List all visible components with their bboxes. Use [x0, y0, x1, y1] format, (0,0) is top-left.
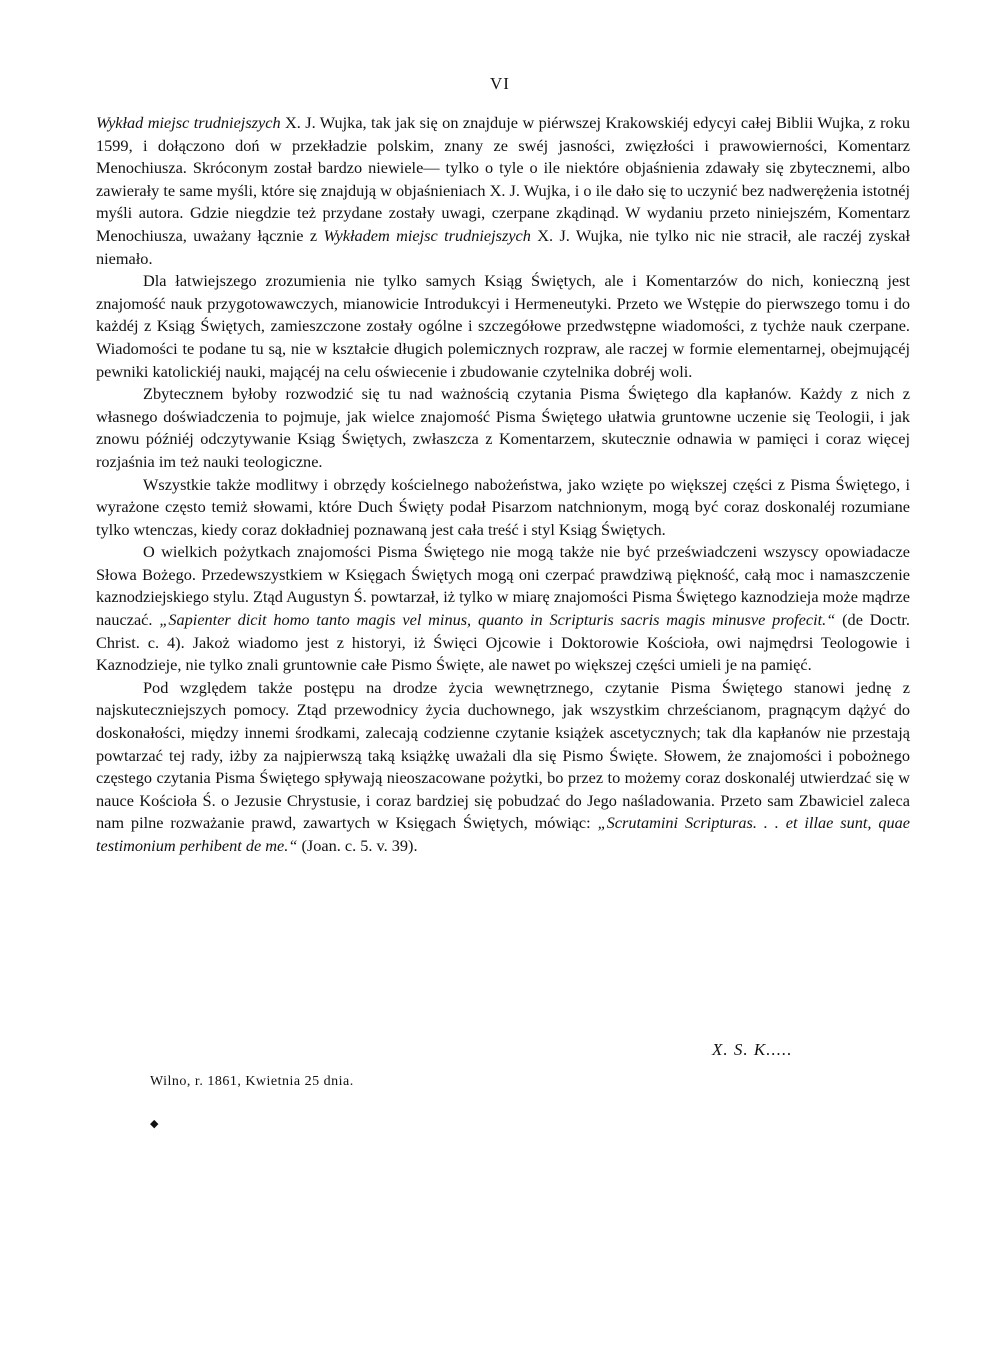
text-segment: Wykładem miejsc trudniejszych	[323, 225, 531, 245]
paragraph	[96, 270, 910, 383]
text-segment: Zbytecznem byłoby rozwodzić się tu nad ważnością czytania Pisma Świętego dla kapłanów. Każdy z nich z własnego doświadczenia to pojmuje, jak wielce znajomość Pisma Świętego ułatwia gruntowne uczenie się Teologii, i jak znowu późniéj odczytywanie Ksiąg Świętych, zwłaszcza z Komentarzem, skutecznie odnawia w pamięci i coraz więcej rozjaśnia im też nauki teologiczne.	[96, 384, 910, 471]
text-segment: X. J. Wujka, tak jak się on znajduje w piérwszej Krakowskiéj edycyi całej Biblii Wujka, z roku 1599, i dołączono doń w przekładzie polskim, znany ze swéj jasności, zwięzłości i prawowierności, Komentarz Menochiusza. Skróconym został bardzo niewiele— tylko o tyle o ile niektóre objaśnienia zdawały się zbytecznemi, albo zawierały te same myśli, które się znajdują w objaśnieniach X. J. Wujka, i o ile dało się to uczynić bez nadwerężenia istotnéj myśli autora. Gdzie niegdzie też przydane zostały uwagi, czerpane zkądinąd. W wydaniu przeto niniejszém, Komentarz Menochiusza, uważany łącznie z	[96, 113, 910, 245]
place-date: Wilno, r. 1861, Kwietnia 25 dnia.	[150, 1074, 354, 1089]
text-segment: Dla łatwiejszego zrozumienia nie tylko samych Ksiąg Świętych, ale i Komentarzów do nich, konieczną jest znajomość nauk przygotowawczych, mianowicie Introdukcyi i Hermeneutyki. Przeto we Wstępie do pierwszego tomu i do każdéj z Ksiąg Świętych, zamieszczone zostały ogólne i szczegółowe przedwstępne wiadomości, z tychże nauk czerpane. Wiadomości te podane tu są, nie w kształcie długich polemicznych rozpraw, ale raczej w formie elementarnej, obejmującéj pewniki katolickiéj nauki, mającéj na celu oświecenie i zbudowanie czytelnika dobréj woli.	[96, 271, 910, 381]
body-text	[96, 112, 910, 858]
text-segment: X. J. Wujka, nie tylko nic nie stracił, ale raczéj zyskał niemało.	[96, 225, 910, 268]
text-segment: Pod względem także postępu na drodze życia wewnętrznego, czytanie Pisma Świętego stanowi jednę z najskuteczniejszych pomocy. Ztąd przewodnicy życia duchownego, jak wszystkim chrześcianom, pragnącym dążyć do doskonałości, między innemi środkami, zalecają codzienne czytanie książek ascetycznych; tak dla kapłanów nie przestają powtarzać tej rady, iżby za najpierwszą taką książkę uważali dla się Pismo Święte. Słowem, że znajomości i pobożnego częstego czytania Pisma Świętego spływają nieoszacowane pożytki, bo przez to możemy coraz doskonaléj utwierdzać się w nauce Kościoła Ś. o Jezusie Chrystusie, i coraz bardziej się pobudzać do Jego naśladowania. Przeto sam Zbawiciel zaleca nam pilne rozważanie prawd, zawartych w Księgach Świętych, mówiąc:	[96, 677, 910, 833]
paragraph	[96, 112, 910, 270]
latin-quote: „Sapienter dicit homo tanto magis vel minus, quanto in Scripturis sacris magis minusve profecit.“	[159, 610, 836, 630]
text-segment: O wielkich pożytkach znajomości Pisma Świętego nie mogą także nie być przeświadczeni wszyscy opowiadacze Słowa Bożego. Przedewszystkiem w Księgach Świętych mogą oni czerpać prawdziwą piękność, całą moc i namaszczenie kaznodziejskiego stylu. Ztąd Augustyn Ś. powtarzał, iż tylko w miarę znajomości Pisma Świętego kaznodzieja może mądrze nauczać.	[96, 542, 910, 630]
text-segment: (Joan. c. 5. v. 39).	[297, 836, 418, 855]
text-segment: (de Doctr. Christ. c. 4). Jakoż wiadomo jest z historyi, iż Święci Ojcowie i Doktorowie Kościoła, owi najmędrsi Teologowie i Kaznodzieje, nie tylko znali gruntownie całe Pismo Święte, ale nawet po większej części umieli je na pamięć.	[96, 610, 910, 675]
paragraph	[96, 541, 910, 677]
signature: X. S. K.....	[712, 1040, 793, 1059]
ornament-icon: ◆	[150, 1118, 159, 1130]
page-number: VI	[490, 74, 510, 93]
text-segment: Wszystkie także modlitwy i obrzędy kościelnego nabożeństwa, jako wzięte po większej części z Pisma Świętego, i wyrażone często temiż słowami, które Duch Święty podał Pisarzom natchnionym, mogą być coraz doskonaléj rozumiane tylko wtenczas, kiedy coraz dokładniej poznawaną jest cała treść i styl Ksiąg Świętych.	[96, 474, 910, 539]
latin-quote: „Scrutamini Scripturas. . . et illae sunt, quae testimonium perhibent de me.“	[96, 813, 911, 855]
paragraph	[96, 677, 910, 858]
text-segment: Wykład miejsc trudniejszych	[96, 113, 281, 132]
paragraph	[96, 474, 910, 542]
paragraph	[96, 383, 910, 473]
